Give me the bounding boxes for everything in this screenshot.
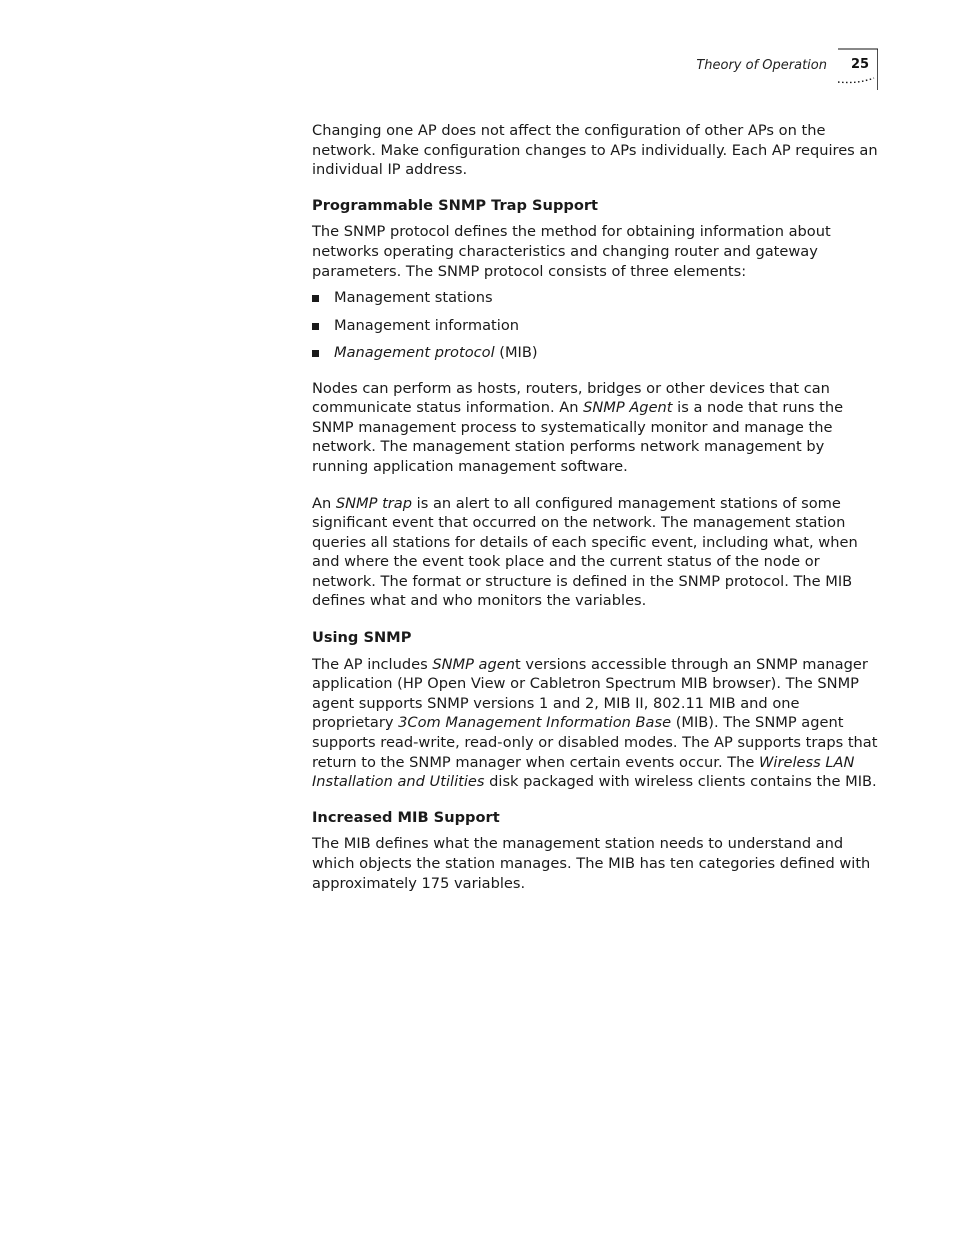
bullet-square-icon [312,350,319,357]
bullet-square-icon [312,323,319,330]
page-number: 25 [851,57,870,72]
list-item-text: Management information [334,316,520,334]
italic-term: SNMP agen [432,655,515,673]
italic-term: Wireless LAN Installation and Utilities [312,753,855,791]
italic-term: SNMP trap [335,494,413,512]
text-run: (MIB). The SNMP agent supports read-write, read-only or disabled modes. The AP supports traps that return to the SNMP manager when certain events occur. The [312,714,878,771]
snmp-trap-paragraph [312,494,884,612]
text-run: An [312,494,336,512]
list-item [312,316,884,336]
section-heading-trap-support: Programmable SNMP Trap Support [312,196,599,214]
list-item-italic-text: Management protocol [334,343,495,361]
text-run: is a node that runs the SNMP management process to systematically monitor and manage the network. The management station performs network management by running application management software. [312,399,844,475]
section-heading-mib-support: Increased MIB Support [312,808,500,826]
text-run: Nodes can perform as hosts, routers, bridges or other devices that can communicate status information. An [312,379,830,417]
header-section-title: Theory of Operation [696,58,827,73]
italic-term: SNMP Agent [583,399,673,417]
mib-support-paragraph: The MIB defines what the management station needs to understand and which objects the station manages. The MIB has ten categories defined with approximately 175 variables. [312,835,871,892]
nodes-paragraph [312,379,884,477]
text-run: is an alert to all configured management stations of some significant event that occurred on the network. The management station queries all stations for details of each specific event, including what, when and where the event took place and the current status of the node or network. The format or structure is defined in the SNMP protocol. The MIB defines what and who monitors the variables. [312,494,858,610]
list-item-text: Management stations [334,289,493,307]
text-run: t versions accessible through an SNMP manager application (HP Open View or Cabletron Spectrum MIB browser). The SNMP agent supports SNMP versions 1 and 2, MIB II, 802.11 MIB and one proprietary [312,655,868,732]
text-run: disk packaged with wireless clients contains the MIB. [484,773,877,791]
list-item-text: (MIB) [494,343,538,361]
list-item [312,288,884,308]
section-heading-using-snmp: Using SNMP [312,629,412,647]
intro-paragraph: Changing one AP does not affect the configuration of other APs on the network. Make configuration changes to APs individually. Each AP requires an individual IP address. [312,122,878,179]
page-body [312,121,884,893]
snmp-elements-list [312,288,884,362]
bullet-square-icon [312,295,319,302]
text-run: The AP includes [312,655,433,673]
snmp-protocol-paragraph: The SNMP protocol defines the method for obtaining information about networks operating characteristics and changing router and gateway parameters. The SNMP protocol consists of three elements: [312,223,831,280]
list-item [312,343,884,363]
italic-term: 3Com Management Information Base [398,714,672,732]
using-snmp-paragraph [312,655,884,792]
